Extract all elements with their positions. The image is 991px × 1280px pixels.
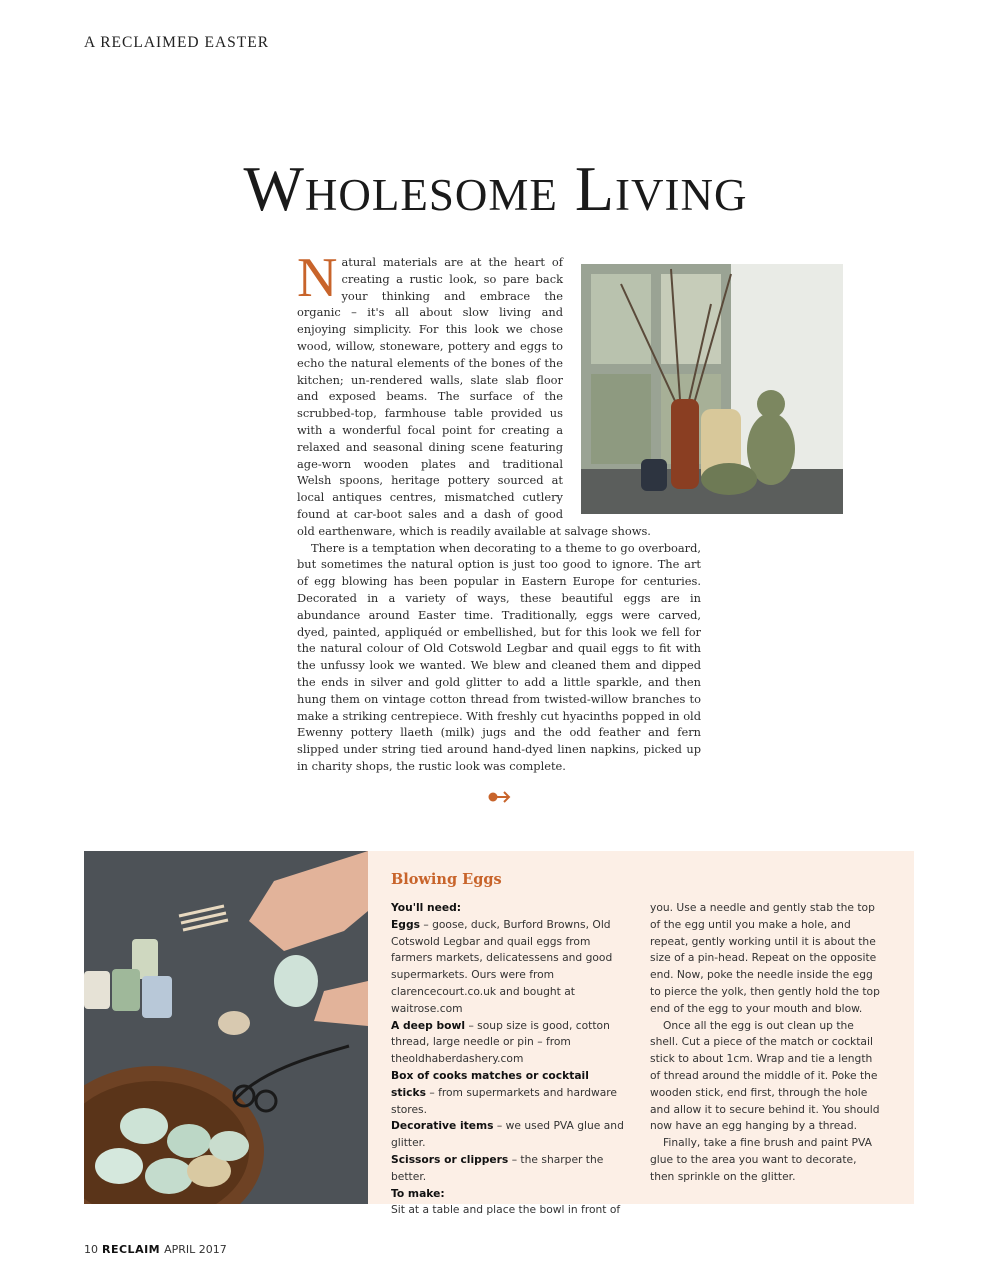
make-label: To make: [391,1186,445,1200]
article-body [297,247,701,775]
need-item: Decorative items – we used PVA glue and glitter. [391,1119,624,1150]
blowing-eggs-panel [368,851,914,1217]
make-step: Sit at a table and place the bowl in front of [391,1203,621,1217]
page-footer [84,1243,227,1256]
window-pottery-photo [581,264,843,514]
egg-blowing-photo [84,851,368,1204]
section-label: A RECLAIMED EASTER [84,34,270,51]
article-title: Wholesome Living [243,153,748,224]
drop-cap: N [297,247,338,309]
fleuron-ornament-icon [487,789,511,805]
issue-date: APRIL 2017 [164,1243,227,1256]
panel-column-left [391,900,625,1219]
need-item: Box of cooks matches or cocktail sticks – from supermarkets and hardware stores. [391,1068,618,1116]
article-paragraph-2: There is a temptation when decorating to a theme to go overboard, but sometimes the natural option is just too good to ignore. The art of egg blowing has been popular in Eastern Europe for centuries. Decorated in a variety of ways, these beautiful eggs are in abundance around Easter time. Traditionally, eggs were carved, dyed, painted, appliquéd or embellished, but for this look we fell for the natural colour of Old Cotswold Legbar and quail eggs to fit with the unfussy look we wanted. We blew and cleaned them and dipped the ends in silver and gold glitter to add a little sparkle, and then hung them on vintage cotton thread from twisted-willow branches to make a striking centrepiece. With freshly cut hyacinths popped in old Ewenny pottery llaeth (milk) jugs and the odd feather and fern slipped under string tied around hand-dyed linen napkins, picked up in charity shops, the rustic look was complete. [297,540,701,773]
panel-heading: Blowing Eggs [391,871,502,888]
panel-column-right [650,900,884,1186]
make-step: Finally, take a fine brush and paint PVA glue to the area you want to decorate, then sprinkle on the glitter. [650,1136,872,1183]
magazine-name: RECLAIM [102,1243,161,1256]
make-step: you. Use a needle and gently stab the top of the egg until you make a hole, and repeat, gently working until it is about the size of a pin-head. Repeat on the opposite end. Now, poke the needle inside the egg to pierce the yolk, then gently hold the top end of the egg to your mouth and blow. [650,901,880,1015]
need-item: Scissors or clippers – the sharper the better. [391,1152,604,1183]
page-number: 10 [84,1243,98,1256]
make-step: Once all the egg is out clean up the shell. Cut a piece of the match or cocktail stick to about 1cm. Wrap and tie a length of thread around the middle of it. Poke the wooden stick, end first, through the hole and allow it to secure behind it. You should now have an egg hanging by a thread. [650,1018,880,1133]
needs-label: You'll need: [391,901,462,914]
article-paragraph-1: N atural materials are at the heart of creating a rustic look, so pare back your thinking and embrace the organic – it's all about slow living and enjoying simplicity. For this look we chose wood, willow, stoneware, pottery and eggs to echo the natural elements of the bones of the kitchen; un-rendered walls, slate slab floor and exposed beams. The surface of the scrubbed-top, farmhouse table provided us with a wonderful focal point for creating a relaxed and seasonal dining scene featuring age-worn wooden plates and traditional Welsh spoons, heritage pottery sourced at local antiques centres, mismatched cutlery found at car-boot sales and a dash of good old earthenware, which is readily available at salvage shows. [297,254,701,540]
need-item: Eggs – goose, duck, Burford Browns, Old Cotswold Legbar and quail eggs from farmers markets, delicatessens and good supermarkets. Ours were from clarencecourt.co.uk and bought at waitrose.com [391,917,613,1015]
need-item: A deep bowl – soup size is good, cotton thread, large needle or pin – from theoldhaberdashery.com [391,1018,610,1066]
